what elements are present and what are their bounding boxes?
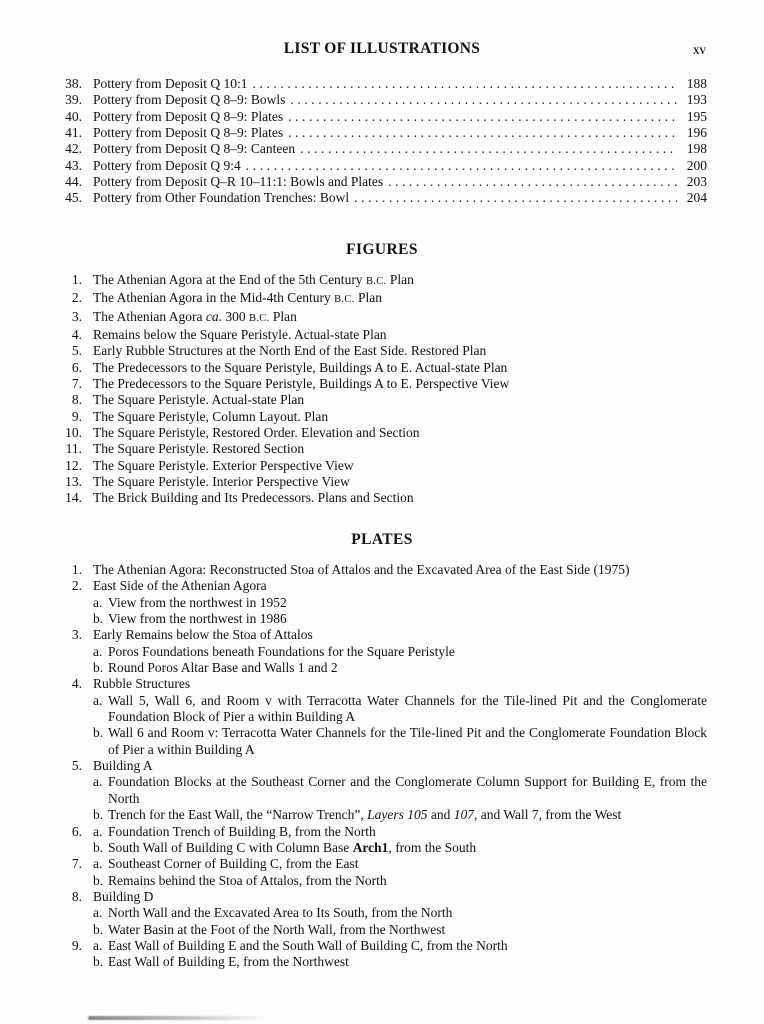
figure-title: The Predecessors to the Square Peristyle, Buildings A to E. Actual-state Plan: [93, 359, 508, 375]
plate-number: 4.: [71, 676, 82, 692]
plate-number: 9.: [71, 937, 82, 953]
toc-page-number: 195: [686, 108, 707, 124]
plates-heading: PLATES: [351, 531, 413, 548]
figure-number: 6.: [71, 359, 82, 375]
toc-item-title: Pottery from Deposit Q 8–9: Bowls: [93, 92, 286, 108]
toc-item-title: Pottery from Deposit Q 10:1: [93, 76, 248, 91]
plate-sub-text: Round Poros Altar Base and Walls 1 and 2: [108, 660, 338, 676]
toc-row: [46, 92, 707, 108]
plate-item-body: [93, 889, 707, 938]
plate-item-body: [93, 676, 707, 758]
figure-row: [46, 392, 707, 408]
figure-number: 10.: [65, 425, 82, 441]
plate-item: [46, 578, 707, 627]
dotted-leader: [300, 141, 677, 157]
toc-page-number: 204: [686, 190, 707, 206]
plate-sub-text: Foundation Trench of Building B, from the North: [108, 823, 376, 839]
figure-title: The Athenian Agora ca. 300 B.C. Plan: [93, 308, 297, 324]
plate-sub-item: [93, 660, 707, 676]
toc-item-title: Pottery from Deposit Q 9:4: [93, 157, 241, 173]
plate-sub-text: East Wall of Building E, from the Northwest: [108, 954, 349, 970]
figure-title: The Predecessors to the Square Peristyle, Buildings A to E. Perspective View: [93, 376, 510, 392]
figure-number: 1.: [71, 272, 82, 287]
plate-sub-text: Foundation Blocks at the Southeast Corner and the Conglomerate Column Support for Building E, from the North: [108, 774, 707, 806]
plate-sub-text: South Wall of Building C with Column Base Arch1, from the South: [108, 839, 477, 855]
figure-number: 8.: [71, 392, 82, 408]
plate-sub-text: Poros Foundations beneath Foundations for the Square Peristyle: [108, 643, 455, 659]
figure-title: The Square Peristyle, Column Layout. Plan: [93, 408, 329, 424]
dotted-leader: [288, 109, 677, 125]
plate-sub-text: East Wall of Building E and the South Wall of Building C, from the North: [108, 937, 508, 953]
figure-row: [46, 441, 707, 457]
figure-title: The Brick Building and Its Predecessors. Plans and Section: [93, 490, 414, 506]
figure-number: 4.: [71, 327, 82, 343]
dotted-leader: [354, 190, 677, 206]
plate-number: 8.: [71, 888, 82, 904]
toc-item-title: Pottery from Other Foundation Trenches: Bowl: [93, 190, 350, 206]
plate-sub-letter: b.: [93, 611, 104, 627]
figure-number: 11.: [65, 441, 82, 457]
plate-item: [46, 758, 707, 823]
figure-row: [46, 360, 707, 376]
plate-sub-letter: b.: [93, 921, 104, 937]
plate-sub-item: [93, 856, 707, 872]
toc-item-number: 41.: [65, 125, 82, 141]
figure-title: The Square Peristyle. Exterior Perspective View: [93, 457, 354, 473]
dotted-leader: [246, 158, 677, 174]
figure-number: 13.: [65, 474, 82, 490]
plate-sub-item: [93, 954, 707, 970]
plate-sub-item: [93, 840, 707, 856]
figures-list: [0, 272, 764, 507]
plate-item: [46, 856, 707, 889]
figure-number: 14.: [65, 490, 82, 506]
plate-item: [46, 562, 707, 578]
plate-sub-letter: a.: [93, 905, 103, 921]
plate-sub-letter: b.: [93, 839, 104, 855]
toc-row: [46, 158, 707, 174]
plate-sub-text: Trench for the East Wall, the “Narrow Trench”, Layers 105 and 107, and Wall 7, from the West: [108, 807, 622, 823]
plate-item: [46, 676, 707, 758]
scan-artifact: [88, 1016, 268, 1020]
dotted-leader: [290, 92, 677, 108]
toc-item-number: 44.: [65, 174, 82, 190]
plate-sub-letter: a.: [93, 643, 103, 659]
figure-number: 12.: [65, 457, 82, 473]
plate-item: [46, 627, 707, 676]
plate-sub-letter: a.: [93, 594, 103, 610]
dotted-leader: [253, 76, 678, 92]
dotted-leader: [388, 174, 677, 190]
plate-sub-letter: a.: [93, 856, 103, 872]
figure-row: [46, 376, 707, 392]
toc-item-title: Pottery from Deposit Q 8–9: Plates: [93, 108, 284, 124]
plate-number: 5.: [71, 758, 82, 774]
dotted-leader: [288, 125, 677, 141]
figure-row: [46, 474, 707, 490]
figure-title: The Square Peristyle. Interior Perspective View: [93, 474, 350, 490]
plate-number: 3.: [71, 627, 82, 643]
figure-number: 3.: [71, 308, 82, 324]
plate-sub-item: [93, 693, 707, 726]
toc-item-number: 40.: [65, 108, 82, 124]
toc-item-number: 45.: [65, 190, 82, 206]
toc-page-number: 200: [686, 157, 707, 173]
toc-page-number: 196: [686, 125, 707, 141]
plate-sub-item: [93, 644, 707, 660]
figure-title: The Square Peristyle, Restored Order. Elevation and Section: [93, 425, 420, 441]
page-number: xv: [693, 42, 706, 57]
plate-sub-letter: b.: [93, 954, 104, 970]
figure-number: 9.: [71, 408, 82, 424]
plate-item-body: [93, 562, 707, 578]
figure-number: 2.: [71, 290, 82, 306]
plate-item-body: [93, 578, 707, 627]
plate-sub-item: [93, 725, 707, 758]
toc-page-number: 188: [686, 76, 707, 91]
figure-title: Remains below the Square Peristyle. Actual-state Plan: [93, 327, 387, 343]
plate-sub-letter: a.: [93, 937, 103, 953]
toc-item-number: 43.: [65, 157, 82, 173]
plate-item-body: [93, 627, 707, 676]
plate-item-body: [93, 824, 707, 857]
plate-sub-letter: a.: [93, 774, 103, 790]
plate-sub-letter: b.: [93, 872, 104, 888]
figure-title: The Athenian Agora at the End of the 5th Century B.C. Plan: [93, 272, 414, 287]
toc-page-number: 193: [686, 92, 707, 108]
plate-sub-text: View from the northwest in 1952: [108, 594, 287, 610]
figure-row: [46, 409, 707, 425]
figure-row: [46, 309, 707, 327]
figure-title: The Square Peristyle. Restored Section: [93, 441, 305, 457]
toc-item-number: 42.: [65, 141, 82, 157]
plate-item: [46, 824, 707, 857]
figure-row: [46, 490, 707, 506]
toc-row: [46, 174, 707, 190]
plate-sub-text: Wall 5, Wall 6, and Room v with Terracotta Water Channels for the Tile-lined Pit and the Conglomerate Foundation Block of Pier a within Building A: [108, 692, 707, 725]
figure-number: 5.: [71, 343, 82, 359]
plate-sub-item: [93, 774, 707, 807]
plate-sub-letter: b.: [93, 725, 104, 741]
plate-item-body: [93, 856, 707, 889]
figure-title: The Athenian Agora in the Mid-4th Century B.C. Plan: [93, 290, 383, 306]
plate-sub-letter: b.: [93, 807, 104, 823]
toc-page-number: 198: [686, 141, 707, 157]
plate-sub-letter: a.: [93, 823, 103, 839]
plate-sub-item: [93, 595, 707, 611]
plate-sub-text: View from the northwest in 1986: [108, 611, 287, 627]
plate-title: Building A: [93, 758, 153, 774]
toc-item-title: Pottery from Deposit Q 8–9: Canteen: [93, 141, 296, 157]
plate-sub-text: Remains behind the Stoa of Attalos, from the North: [108, 872, 387, 888]
plate-title: The Athenian Agora: Reconstructed Stoa of Attalos and the Excavated Area of the East Side (1975): [93, 562, 630, 577]
plate-title: Early Remains below the Stoa of Attalos: [93, 627, 313, 643]
plate-sub-text: Southeast Corner of Building C, from the East: [108, 856, 359, 872]
figure-row: [46, 327, 707, 343]
plate-sub-text: Wall 6 and Room v: Terracotta Water Channels for the Tile-lined Pit and the Conglomerate Foundation Block of Pier a within Building A: [108, 725, 707, 757]
plate-number: 1.: [71, 562, 82, 577]
toc-page-number: 203: [686, 174, 707, 190]
figures-heading: FIGURES: [346, 241, 418, 258]
plate-sub-item: [93, 938, 707, 954]
plate-title: Building D: [93, 888, 154, 904]
page-title: LIST OF ILLUSTRATIONS: [283, 40, 481, 57]
toc-row: [46, 109, 707, 125]
toc-item-number: 38.: [65, 76, 82, 91]
toc-item-title: Pottery from Deposit Q–R 10–11:1: Bowls and Plates: [93, 174, 384, 190]
figure-title: Early Rubble Structures at the North End of the East Side. Restored Plan: [93, 343, 487, 359]
illustrations-toc-list: [0, 76, 764, 207]
plate-sub-letter: a.: [93, 692, 103, 708]
plate-sub-letter: b.: [93, 660, 104, 676]
figure-row: [46, 343, 707, 359]
toc-row: [46, 125, 707, 141]
figure-row: [46, 272, 707, 290]
plate-item: [46, 889, 707, 938]
plate-number: 7.: [71, 856, 82, 872]
toc-row: [46, 76, 707, 92]
plate-sub-item: [93, 922, 707, 938]
plate-sub-text: North Wall and the Excavated Area to Its South, from the North: [108, 905, 453, 921]
plate-title: Rubble Structures: [93, 676, 191, 692]
plate-sub-text: Water Basin at the Foot of the North Wall, from the Northwest: [108, 921, 446, 937]
plate-title: East Side of the Athenian Agora: [93, 578, 267, 594]
figure-row: [46, 290, 707, 308]
figure-number: 7.: [71, 376, 82, 392]
figure-row: [46, 425, 707, 441]
plate-sub-item: [93, 824, 707, 840]
plate-number: 2.: [71, 578, 82, 594]
toc-row: [46, 141, 707, 157]
figure-title: The Square Peristyle. Actual-state Plan: [93, 392, 305, 408]
figure-row: [46, 458, 707, 474]
toc-row: [46, 190, 707, 206]
plate-number: 6.: [71, 823, 82, 839]
plate-sub-item: [93, 873, 707, 889]
plate-item: [46, 938, 707, 971]
toc-item-title: Pottery from Deposit Q 8–9: Plates: [93, 125, 284, 141]
toc-item-number: 39.: [65, 92, 82, 108]
plate-sub-item: [93, 905, 707, 921]
plate-sub-item: [93, 611, 707, 627]
plates-list: [0, 562, 764, 971]
plate-item-body: [93, 758, 707, 823]
plate-item-body: [93, 938, 707, 971]
plate-sub-item: [93, 807, 707, 823]
